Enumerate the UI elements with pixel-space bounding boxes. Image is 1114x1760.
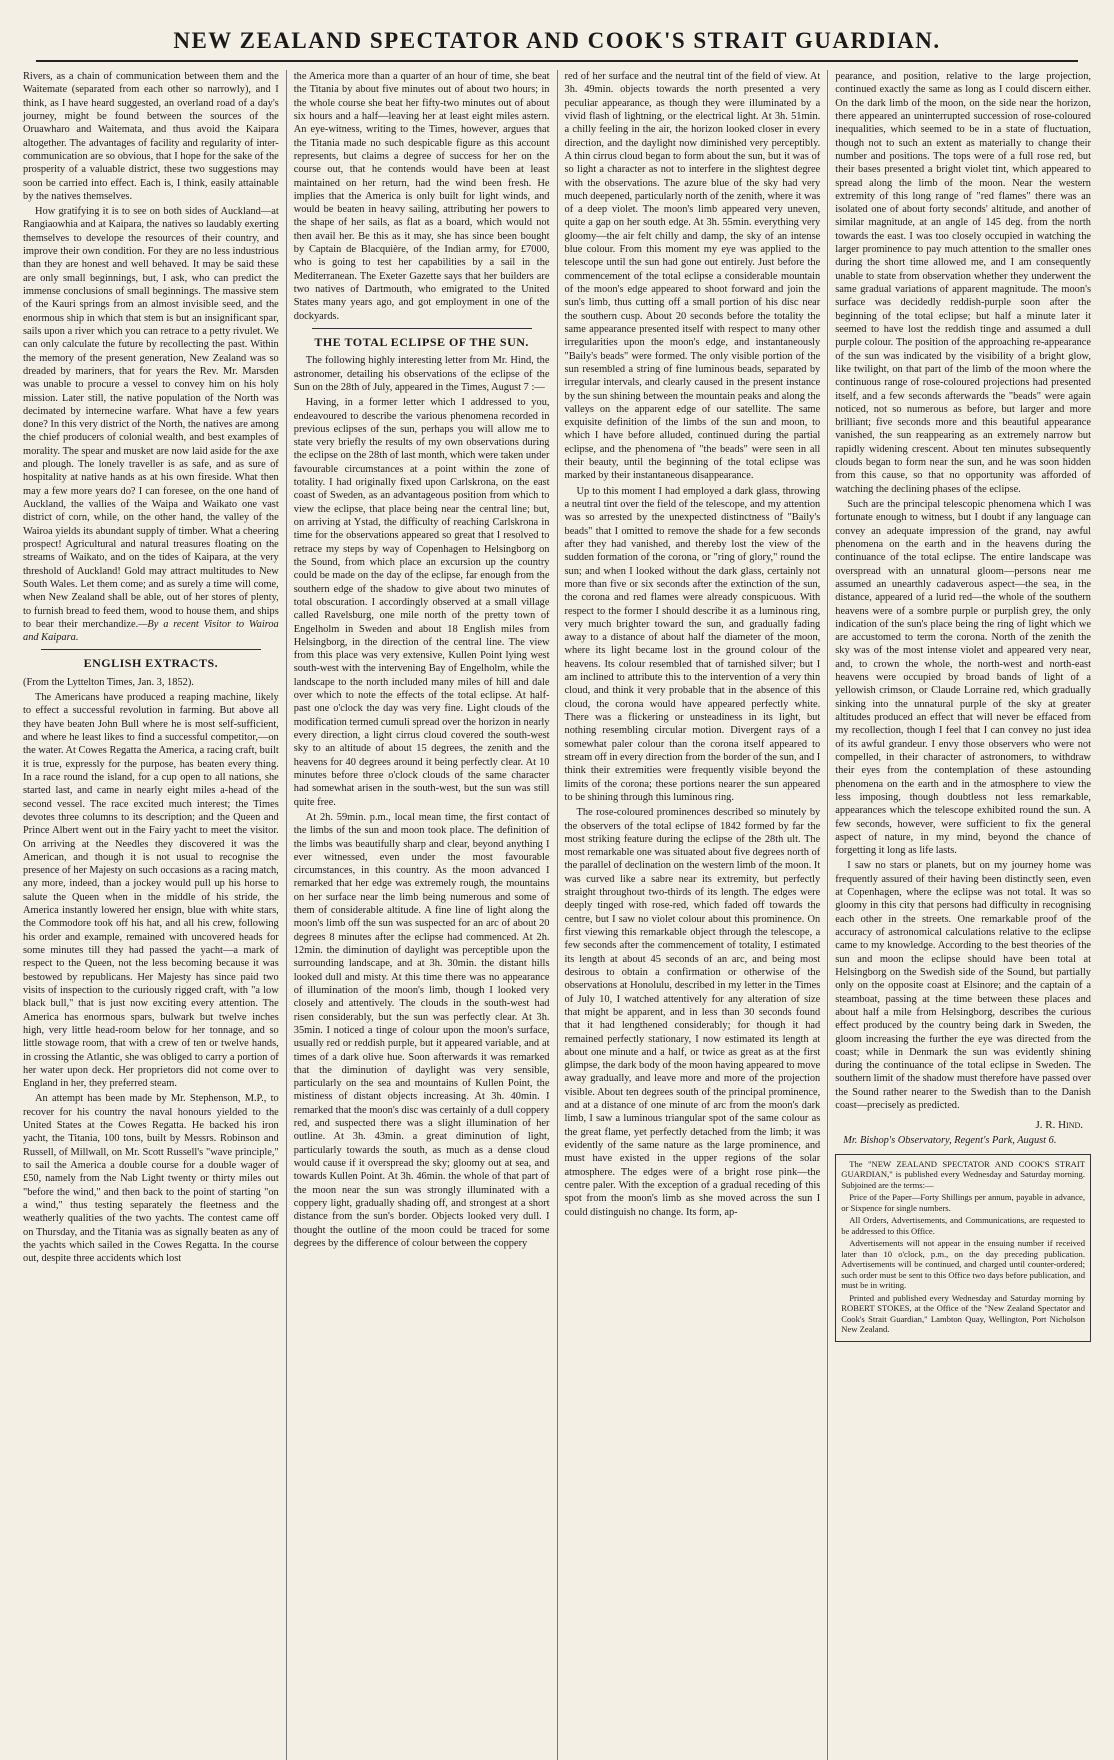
column-3 xyxy=(558,70,829,1760)
article-paragraph: Rivers, as a chain of communication between them and the Waitemate (separated from each other so narrowly), and I think, as I have heard suggested, an overland road of a day's journey, might be found between the sources of the Oruawharo and Waitemata, and thus avoid the Kaipara altogether. The advantages of facility and regularity of inter-communication are so obvious, that I hope for the sake of the prosperity of a valuable district, these two suggestions may soon be carried into effect. Each is, I think, easily attainable by the natives themselves. xyxy=(23,71,279,202)
dateline: Mr. Bishop's Observatory, Regent's Park, August 6. xyxy=(843,1135,1057,1147)
divider xyxy=(41,649,261,650)
column-4 xyxy=(828,70,1098,1760)
article-paragraph: the America more than a quarter of an hour of time, she beat the Titania by about five minutes out of about two hours; in the whole course she beat her fifty-two minutes out of about six hours and a half—leaving her at least eight miles astern. An eye-witness, writing to the Times, however, argues that the Titania made no such despicable figure as this account represents, but claims a degree of success for her on the course out, that he contends would have been at least maintained on her return, had the wind been fresh. He implies that the America is only built for light winds, and would be beaten in heavy sailing, attributing her powers to the shape of her sails, as flat as a board, which would not then avail her. Be this as it may, she has since been bought by Captain de Blacquière, of the Indian army, for £7000, who is going to test her capabilities by a sail in the Mediterranean. The Exeter Gazette says that her builders are two natives of Dartmouth, who emigrated to the United States many years ago, and got employment in one of the dockyards. xyxy=(293,71,550,322)
notice-paragraph: Price of the Paper—Forty Shillings per annum, payable in advance, or Sixpence for single numbers. xyxy=(841,1192,1085,1213)
notice-paragraph: All Orders, Advertisements, and Communications, are requested to be addressed to this Office. xyxy=(841,1215,1085,1236)
source-line: (From the Lyttelton Times, Jan. 3, 1852). xyxy=(23,676,194,688)
article-paragraph: How gratifying it is to see on both sides of Auckland—at Rangiaowhia and at Kaipara, the natives so laudably exerting themselves to develope the resources of their country, and improve their own condition. For they are no less industrious than they are honest and well behaved. It may be said these are only small beginnings, but, I ask, who can predict the immense conclusions of small beginnings. The massive stem of the Kauri springs from an almost invisible seed, and the enormous ship in which that stem is but an insignificant spar, sails upon a river which you can retrace to a petty rivulet. We can only calculate the future by recollecting the past. Within the memory of the present generation, New Zealand was so dreaded by mariners, that for years the Rev. Mr. Marsden was unable to procure a vessel to convey him on his holy mission. Later still, the native population of the North was decimated by internecine warfare. What have a few years done? In this very district of the North, the natives are among the chief producers of colonial wealth, and best examples of morality. The spear and musket are now laid aside for the axe and plough. The lonely traveller is as safe, and as sure of hospitality at native hands as at his own fireside. What then may a few more years do? I can foresee, on the one hand of Auckland, the vallies of the Waipa and Waikato one vast district of corn, while, on the other hand, the valley of the Wairoa yields its abundant supply of timber. What a cheering prospect! Agricultural and natural treasures floating on the streams of Waikato, and on the tides of Kaipara, at the very threshold of Auckland! Gold may attract multitudes to New South Wales. Let them come; and as surely a time will come, when New Zealand shall be able, out of her stores of plenty, to furnish bread to feed them, wood to house them, and ships to bear their merchandize.—By a recent Visitor to Wairoa and Kaipara. xyxy=(23,206,279,644)
article-paragraph: Such are the principal telescopic phenomena which I was fortunate enough to witness, but I doubt if any language can convey an adequate impression of the grand, nay awful phenomena on the earth and in the heavens during the continuance of the total eclipse. The entire landscape was overspread with an unnatural gloom—persons near me assumed an unearthly cadaverous aspect—the sea, in the distance, appeared of a lurid red—the whole of the southern heavens were of a sombre purple or purplish grey, the only indication of the sun's place being the ring of light which we are accustomed to term the corona. North of the zenith the sky was of the most intense violet and appeared very near, and, to crown the whole, the north-west and north-east heavens were occupied by broad bands of light of a yellowish crimson, or Claude Lorraine red, which gradually sinking into the unnatural purple of the sky at greater altitudes produced an effect that will never be effaced from my recollection, though I feel that I can convey no just idea of its awful grandeur. I envy those observers who were not compelled, in their character of astronomers, to withdraw their eyes from the contemplation of these astounding phenomena on the earth and in the atmosphere to view the less imposing, though doubtless not less remarkable, appearances which the telescope exhibited round the sun. A few seconds, however, were sufficient to fix the general aspect of nature, in my mind, beyond the chance of forgetting it long as life lasts. xyxy=(835,499,1091,857)
column-2 xyxy=(287,70,558,1760)
columns xyxy=(16,70,1098,1760)
author-signature: J. R. Hind. xyxy=(1035,1119,1083,1132)
attribution: —By a recent Visitor to Wairoa and Kaipara. xyxy=(23,618,279,644)
column-1 xyxy=(16,70,287,1760)
section-heading: ENGLISH EXTRACTS. xyxy=(83,656,219,671)
section-heading: THE TOTAL ECLIPSE OF THE SUN. xyxy=(314,334,529,349)
article-intro: The following highly interesting letter from Mr. Hind, the astronomer, detailing his observations of the eclipse of the Sun on the 28th of July, appeared in the Times, August 7 :— xyxy=(293,355,550,393)
notice-paragraph: The "NEW ZEALAND SPECTATOR AND COOK'S STRAIT GUARDIAN," is published every Wednesday and Saturday morning. Subjoined are the terms:— xyxy=(841,1158,1085,1190)
article-paragraph: The rose-coloured prominences described so minutely by the observers of the total eclipse of 1842 formed by far the most striking feature during the eclipse of the 28th ult. The most remarkable one was situated about five degrees north of the parallel of declination on the western limb of the moon. It was curved like a sabre near its extremity, but perfectly straight throughout two-thirds of its length. The edges were deeply tinged with rose-red, which faded off towards the centre, but I saw no violet colour about this prominence. On first viewing this remarkable object through the telescope, a few seconds after the commencement of totality, I estimated its length at about 45 seconds of an arc, and being most desirous to obtain a confirmation or otherwise of the observations at Honolulu, described in my letter in the Times of July 10, I watched attentively for any alteration of size that might be apparent, and in less than 30 seconds found that it had lengthened considerably; for though it had remained perfectly stationary, I now estimated its length at about one minute and a half, or twice as great as at the first glimpse, the dark body of the moon having appeared to move away gradually, and leave more and more of the projection visible. About ten degrees south of the principal prominence, and at a distance of one minute of arc from the moon's dark limb, I saw a luminous triangular spot of the same colour as the great flame, yet perfectly detached from the limb; it was evidently of the same nature as the large prominence, and must have existed in the upper regions of the solar atmosphere. The edges were of a bright rose pink—the centre paler. With the exception of a gradual receding of this spot from the moon's limb as she moved across the sun I could distinguish no change. Its form, ap- xyxy=(564,807,821,1218)
article-paragraph: Up to this moment I had employed a dark glass, throwing a neutral tint over the field of the telescope, and my attention was so arrested by the unexpected distinctness of "Baily's beads" that I omitted to remove the shade for a few seconds after they had vanished, and thereby lost the view of the sudden formation of the corona, or "ring of glory," round the sun; and when I looked without the dark glass, certainly not more than five or six seconds after the extinction of the sun, the corona and red flames were already conspicuous. With respect to the former I should describe it as a luminous ring, very much brighter toward the sun, and gradually fading away to a distance of about half the diameter of the moon, where its light became lost in the ground colour of the heavens. Its colour resembled that of tarnished silver; but I am inclined to attribute this to the intervention of a very thin cloud, and think it very probable that in the absence of this cloud, the corona would have appeared perfectly white. There was a flickering or unsteadiness in its light, but nothing resembling circular motion. Divergent rays of a somewhat paler colour than the corona itself appeared to stream off in every direction from the border of the sun, and I think their extremities were frequently visible beyond the limits of the corona; these portions nearer the sun appeared to be shining through this luminous ring. xyxy=(564,485,821,803)
publication-notice xyxy=(835,1154,1091,1342)
article-paragraph: Having, in a former letter which I addressed to you, endeavoured to describe the various phenomena recorded in previous eclipses of the sun, perhaps you will allow me to state very briefly the results of my own observations during the eclipse on the 28th of last month, which were taken under favourable circumstances at a point within the zone of totality. I had originally fixed upon Carlskrona, on the east coast of Sweden, as an advantageous position from which to view the eclipse, that place being near the central line; but, on arriving at Ystad, the difficulty of reaching Carlskrona in time for the observations appeared so great that I resolved to retrace my steps by way of Copenhagen to Helsingborg on the Sound, from which place an excursion up the country could be made on the day of the eclipse, far enough from the southern edge of the shadow to give about two minutes of total obscuration. I accordingly observed at a small village called Ravelsburg, one mile north of the pretty town of Engelholm in Sweden and about 18 English miles from Helsingborg, in the direction of the central line. The view from this place was very extensive, Kullen Point lying west south-west with the intervening Bay of Engelholm, while the landscape to the north included many miles of hill and dale over which to note the effects of the total eclipse. At half-past one o'clock the day was very fine. Light clouds of the modification termed cumuli spread over the horizon in nearly every direction, a light cirrus cloud covered the south-west sky to an altitude of about 15 degrees, the zenith and the heavens for 40 degrees around it being perfectly clear. At 10 minutes before three o'clock clouds of the same character had somewhat arisen in the south-west, but the sun was still quite free. xyxy=(293,397,550,808)
article-paragraph: I saw no stars or planets, but on my journey home was frequently assured of their having been distinctly seen, even at Copenhagen, where the eclipse was not total. It was so gloomy in this city that persons had difficulty in recognising each other in the streets. One remarkable proof of the accuracy of astronomical calculations relative to the eclipse came to my knowledge. According to the best theories of the sun and moon the eclipse should have been total at Helsingborg on the Swedish side of the Sound, but partially only on the opposite coast at Elsinore; and the captain of a steamboat, passing at the time between these places and about half a mile from Helsingborg, describes the curious effect produced by the country being dark in Sweden, the gloom increasing the further the eye was directed from the coast; while in Denmark the sun was evidently shining during the continuance of the total eclipse in Sweden. The southern limit of the shadow must therefore have passed over the Sound rather nearer to the Swedish than to the Danish coast—precisely as predicted. xyxy=(835,860,1091,1112)
article-paragraph: The Americans have produced a reaping machine, likely to effect a successful revolution in farming. But above all they have beaten John Bull where he is most self-sufficient, and where he least likes to find a successful competitor,—on the water. At Cowes Regatta the America, a racing craft, built it is true, expressly for the purpose, has beaten every thing. In a race round the island, for a cup open to all nations, she started last, and came in nearly eight miles a-head of the second vessel. The race excited much interest; the Times devotes three columns to its description; and the Queen and Prince Albert went out in the Fairy yacht to meet the visitor. On arriving at the Needles they discovered it was the American, and though it is not usual to recognise the presence of her Majesty on such occasions as a racing match, any more, indeed, than a jockey would pull up his horse to salute the Queen when in the middle of his stride, the America instantly lowered her ensign, blue with white stars, the Commodore took off his hat, and all his crew, following his order and example, remained with uncovered heads for some minutes till they had passed the yacht—a mark of respect to the Queen, not the less becoming because it was bestowed by republicans. Her Majesty has since paid two visits of inspection to the curiously rigged craft, with "a low black bull," that is just now exciting every attention. The America has enormous spars, bulwark but twelve inches high, very little head-room below for her tonnage, and so little stowage room, that with a crew of ten or twelve hands, in crossing the Atlantic, she was obliged to carry a portion of her water upon deck. Her proprietors did not come over to England in her, they preferred steam. xyxy=(23,692,279,1090)
divider xyxy=(312,328,532,329)
article-paragraph: pearance, and position, relative to the large projection, continued exactly the same as long as I could discern either. On the dark limb of the moon, on the side near the horizon, there appeared an uninterrupted succession of rose-coloured inequalities, which seemed to be in a state of fluctuation, though not to such an extent as materially to change their number and positions. The tops were of a full rose red, but their bases presented a bright violet tint, which appeared to spread along the limb of the moon. Near the western extremity of this long range of "red flames" there was an isolated one of about forty seconds' altitude, and another of similar magnitude, at an angle of 145 deg. from the north towards the east. I was too closely occupied in watching the larger prominence to pay much attention to the smaller ones during the short time allowed me, and I am consequently unable to state from observation whether they underwent the same gradual variations of apparent magnitude. The moon's surface was decidedly reddish-purple soon after the beginning of the total eclipse; but half a minute later it seemed to have lost the reddish tinge and assumed a dull purple colour. The position of the approaching re-appearance of the sun was indicated by the visibility of a bright glow, like twilight, on that part of the limb of the moon where the continuous range of rose-coloured projections had presented itself, and a few seconds afterwards the "beads" were again noticed, not so numerous as before, but larger and more brilliant; five seconds more and this beautiful appearance vanished, the sun reappearing as an extremely narrow but rapidly widening crescent. About ten minutes subsequently clouds began to form near the sun, and he was soon hidden from this cause, so that no opportunity was afforded of watching the declining phases of the eclipse. xyxy=(835,71,1091,495)
notice-paragraph: Printed and published every Wednesday and Saturday morning by ROBERT STOKES, at the Office of the "New Zealand Spectator and Cook's Strait Guardian," Lambton Quay, Wellington, Port Nicholson New Zealand. xyxy=(841,1292,1085,1335)
article-paragraph: red of her surface and the neutral tint of the field of view. At 3h. 49min. objects towards the north presented a very peculiar appearance, as though they were illuminated by a vivid flash of lightning, or the electrical light. At 3h. 51min. a chilly feeling in the air, the horizon looked closer in every direction, and the daylight now diminished very perceptibly. A thin cirrus cloud began to form about the sun, but it was of so light a character as not to interfere in the slightest degree with the observations. The azure blue of the sky had very much deepened, particularly north of the zenith, where it was of a deep violet. The moon's limb appeared very uneven, quite a gap on her south edge. At 3h. 55min. everything very gloomy—the air felt chilly and damp, the sky of an intense blue colour. From this moment my eye was applied to the telescope until the sun had gone out entirely. Just before the commencement of the total eclipse a considerable mountain of the moon's edge appeared to shoot forward and join the sun's limb, thus cutting off a small portion of his disc near the southern cusp. About 20 seconds before the totality the same appearance presented itself with respect to many other irregularities upon the moon's edge, and instantaneously "Baily's beads" were formed. The only visible portion of the sun resembled a string of fine luminous beads, separated by irregular intervals, and clearly caused in the present instance by the sun shining between the mountain peaks and along the valleys on the apparent edge of our satellite. The same exquisite definition of the limbs of the sun and moon, to which I have before alluded, continued during the partial eclipse, and the phenomena of "the beads" were seen in all their beauty, until the beginning of the total eclipse was marked by their instantaneous disappearance. xyxy=(564,71,821,482)
notice-paragraph: Advertisements will not appear in the ensuing number if received later than 10 o'clock, p.m., on the day preceding publication. Advertisements will be continued, and charged until counter-ordered; such order must be sent to this Office two days before publication, and must be in writing. xyxy=(841,1238,1085,1291)
article-paragraph: An attempt has been made by Mr. Stephenson, M.P., to recover for his country the naval honours yielded to the United States at the Cowes Regatta. He backed his iron yacht, the Titania, 100 tons, built by Messrs. Robinson and Russell, of Millwall, on Mr. Scott Russell's "wave principle," to sail the America a double course for a double wager of £50, namely from the Nab Light twenty or thirty miles out "before the wind," and then back to the point of starting "on a wind," thus testing separately the fleetness and the weatherly qualities of the two yachts. The contest came off on Thursday, and the Titania was as signally beaten as any of the yachts which sailed in the Cowes Regatta. In the course out, despite three accidents which lost xyxy=(23,1093,279,1265)
masthead: NEW ZEALAND SPECTATOR AND COOK'S STRAIT GUARDIAN. xyxy=(36,14,1078,62)
article-paragraph: At 2h. 59min. p.m., local mean time, the first contact of the limbs of the sun and moon took place. The definition of the limbs was beautifully sharp and clear, beyond anything I ever witnessed, even under the most favourable circumstances, in this country. As the moon advanced I remarked that her edge was extremely rough, the mountains on her surface near the limb being numerous and some of them of considerable altitude. A fine line of light along the moon's limb off the sun was suspected for an arc of about 20 degrees 8 minutes after the eclipse had commenced. At 2h. 12min. the diminution of daylight was perceptible upon the surrounding landscape, and at 3h. 30min. the distant hills looked dull and misty. At this time there was no appearance of illumination of the moon's limb, though I looked very closely and attentively. The clouds in the south-west had risen considerably, but the sun was perfectly clear. At 3h. 35min. I noticed a tinge of colour upon the moon's surface, usually red or reddish purple, but it appeared variable, and at times of a dark olive hue. Soon afterwards it was remarked that the diminution of daylight was very sensible, particularly on the sea and mountains of Kullen Point, the mistiness of distant objects increasing. At 3h. 40min. I remarked that the moon's disc was certainly of a dull coppery red, and suspected there was a slight illumination of her outline. At 3h. 43min. a great diminution of light, particularly towards the south, as much as a dense cloud would cause if it overspread the sky; gloomy out at sea, and towards Kullen Point. At 3h. 46min. the whole of that part of the moon near the sun was strongly illuminated with a coppery light, gradually shading off, and strongest at a short distance from the sun's border. Objects looked very dull. I thought the outline of the moon could be traced for some degrees by the difference of colour between the coppery xyxy=(293,811,550,1249)
